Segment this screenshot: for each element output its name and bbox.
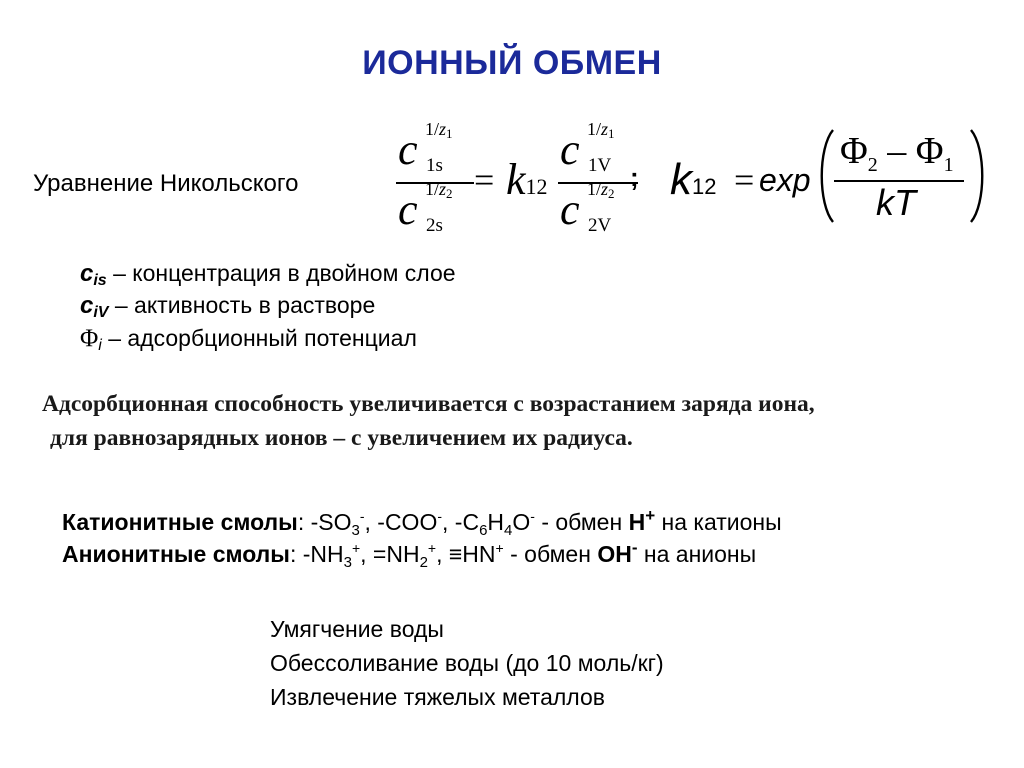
superscript: - xyxy=(437,508,443,524)
power-z-index: 2 xyxy=(608,186,615,201)
statement-line-1: Адсорбционная способность увеличивается с возрастанием заряда иона, xyxy=(42,391,815,417)
nikolsky-equation xyxy=(394,112,994,236)
power-num: 1/ xyxy=(425,119,440,139)
power-z: z xyxy=(439,119,447,139)
phi-index: 2 xyxy=(867,154,878,176)
subscript: 3 xyxy=(351,522,360,539)
group-nh2: , =NH xyxy=(360,541,420,567)
power-z-index: 2 xyxy=(446,186,453,201)
exchange-text: - обмен xyxy=(534,509,629,535)
k-symbol: k xyxy=(670,155,692,204)
symbol-letter: Φ xyxy=(80,325,99,352)
minus-sign: – xyxy=(887,130,907,172)
symbol-index: iV xyxy=(93,304,109,321)
group-part: O xyxy=(512,509,531,535)
definition-text: – адсорбционный потенциал xyxy=(101,325,417,351)
symbol-index: is xyxy=(93,272,107,289)
group-so3: : -SO xyxy=(297,509,352,535)
statement-line-2: для равнозарядных ионов – с увеличением их радиуса. xyxy=(50,425,633,451)
symbol-index: i xyxy=(98,337,102,354)
group-hn: , ≡HN xyxy=(436,541,496,567)
exp-function: exp xyxy=(759,162,811,198)
k12-right xyxy=(670,155,717,204)
group-coo: , -COO xyxy=(364,509,438,535)
power xyxy=(425,180,453,200)
superscript: - xyxy=(359,508,365,524)
phi-i-symbol xyxy=(80,325,102,352)
subscript: 3 xyxy=(343,554,352,571)
exchange-target: на катионы xyxy=(655,509,782,535)
superscript: - xyxy=(530,508,535,524)
cation-resins-line xyxy=(62,506,782,539)
group-c6h4o: , -C xyxy=(442,509,480,535)
k-index: 12 xyxy=(692,174,717,199)
index: 1V xyxy=(588,155,612,176)
semicolon: ; xyxy=(630,162,639,192)
application-item: Извлечение тяжелых металлов xyxy=(270,684,605,710)
power xyxy=(587,120,615,140)
cation-resins-label: Катионитные смолы xyxy=(62,509,298,535)
civ-symbol xyxy=(80,292,108,319)
superscript: + xyxy=(495,540,504,556)
power-z: z xyxy=(439,179,447,199)
application-item: Обессоливание воды (до 10 моль/кг) xyxy=(270,650,664,676)
equation-label: Уравнение Никольского xyxy=(33,170,299,197)
power xyxy=(425,120,453,140)
ion-charge: - xyxy=(631,538,638,557)
power-z: z xyxy=(601,119,609,139)
ion-symbol: H xyxy=(628,509,646,535)
application-item: Умягчение воды xyxy=(270,616,444,642)
exchange-target: на анионы xyxy=(637,541,757,567)
definition-phi xyxy=(80,325,417,355)
k12-left xyxy=(506,155,548,204)
definition-text: – активность в растворе xyxy=(108,292,376,318)
definition-cis xyxy=(80,260,456,290)
c-symbol: c xyxy=(560,125,580,174)
k-index: 12 xyxy=(525,174,548,199)
equals-sign-2: = xyxy=(734,160,755,200)
power-num: 1/ xyxy=(587,119,602,139)
power xyxy=(587,180,615,200)
left-paren xyxy=(816,128,836,224)
c-symbol: c xyxy=(560,185,580,234)
ion-charge: + xyxy=(645,506,656,525)
phi-difference xyxy=(840,132,954,175)
anion-resins-label: Анионитные смолы xyxy=(62,541,290,567)
superscript: + xyxy=(351,540,361,556)
power-z: z xyxy=(601,179,609,199)
exchange-text: - обмен xyxy=(503,541,598,567)
h-plus-ion xyxy=(628,506,656,535)
oh-minus-ion xyxy=(597,538,638,567)
definition-civ xyxy=(80,292,375,322)
symbol-letter: c xyxy=(80,292,94,319)
kt-denominator: kT xyxy=(876,182,916,223)
index: 2s xyxy=(426,215,443,236)
right-paren xyxy=(968,128,988,224)
subscript: 4 xyxy=(504,522,513,539)
c-symbol: c xyxy=(398,185,418,234)
superscript: + xyxy=(427,540,437,556)
k-symbol: k xyxy=(506,155,526,204)
subscript: 6 xyxy=(479,522,488,539)
phi-symbol: Φ xyxy=(840,130,868,172)
c-symbol: c xyxy=(398,125,418,174)
symbol-letter: c xyxy=(80,260,94,287)
group-nh3: : -NH xyxy=(289,541,344,567)
equals-sign: = xyxy=(474,160,495,200)
cis-symbol xyxy=(80,260,107,287)
power-z-index: 1 xyxy=(446,126,453,141)
index: 2V xyxy=(588,215,612,236)
phi-index: 1 xyxy=(943,154,954,176)
power-num: 1/ xyxy=(425,179,440,199)
ion-symbol: OH xyxy=(597,541,632,567)
power-num: 1/ xyxy=(587,179,602,199)
group-part: H xyxy=(487,509,505,535)
subscript: 2 xyxy=(419,554,428,571)
phi-symbol: Φ xyxy=(915,130,944,172)
definition-text: – концентрация в двойном слое xyxy=(106,260,456,286)
index: 1s xyxy=(426,155,443,176)
power-z-index: 1 xyxy=(608,126,615,141)
slide-title: ИОННЫЙ ОБМЕН xyxy=(362,44,662,82)
anion-resins-line xyxy=(62,538,756,571)
